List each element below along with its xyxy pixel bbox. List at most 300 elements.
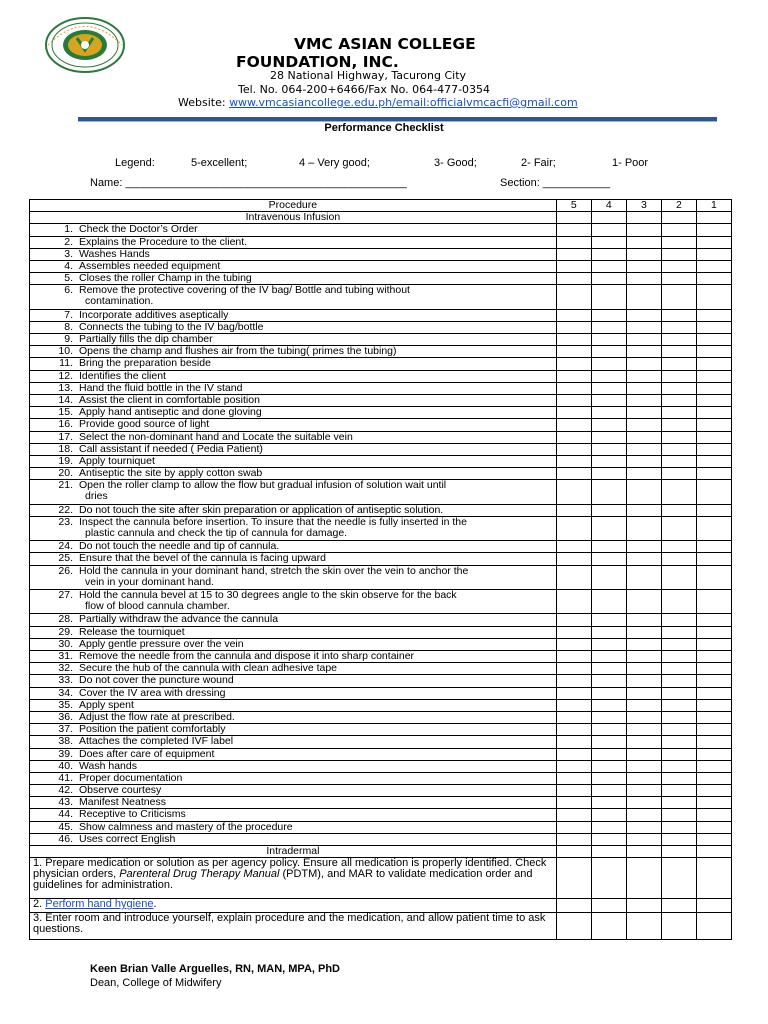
step-number: 20. xyxy=(58,467,73,480)
score-cell[interactable] xyxy=(696,797,731,809)
score-cell[interactable] xyxy=(591,913,626,940)
score-cell[interactable] xyxy=(556,431,591,443)
section-field[interactable]: Section: ___________ xyxy=(500,177,611,189)
score-cell[interactable] xyxy=(696,651,731,663)
score-cell[interactable] xyxy=(696,248,731,260)
score-cell[interactable] xyxy=(661,833,696,845)
score-cell[interactable] xyxy=(556,553,591,565)
legend-item-5: 5-excellent; xyxy=(191,157,248,169)
score-cell[interactable] xyxy=(591,334,626,346)
procedure-step xyxy=(30,772,557,784)
score-cell[interactable] xyxy=(661,590,696,614)
score-cell[interactable] xyxy=(696,382,731,394)
step-text: Remove the protective covering of the IV bag/ Bottle and tubing without xyxy=(79,284,410,297)
header-score-5: 5 xyxy=(556,200,591,212)
procedure-step xyxy=(30,455,557,467)
score-cell[interactable] xyxy=(591,699,626,711)
score-cell[interactable] xyxy=(556,833,591,845)
score-cell[interactable] xyxy=(696,724,731,736)
score-cell[interactable] xyxy=(696,334,731,346)
score-cell[interactable] xyxy=(626,638,661,650)
score-cell[interactable] xyxy=(696,395,731,407)
score-cell[interactable] xyxy=(556,899,591,913)
score-cell[interactable] xyxy=(591,248,626,260)
score-cell[interactable] xyxy=(696,590,731,614)
score-cell[interactable] xyxy=(661,675,696,687)
score-cell[interactable] xyxy=(626,224,661,236)
score-cell[interactable] xyxy=(626,541,661,553)
score-cell[interactable] xyxy=(591,711,626,723)
score-cell[interactable] xyxy=(661,785,696,797)
score-cell[interactable] xyxy=(696,699,731,711)
score-cell[interactable] xyxy=(626,553,661,565)
section-title-intravenous: Intravenous Infusion xyxy=(30,212,557,224)
score-cell[interactable] xyxy=(556,711,591,723)
score-cell[interactable] xyxy=(626,455,661,467)
score-cell[interactable] xyxy=(626,590,661,614)
score-cell[interactable] xyxy=(556,224,591,236)
score-cell[interactable] xyxy=(696,614,731,626)
score-cell[interactable] xyxy=(556,797,591,809)
table-row xyxy=(30,419,732,431)
score-cell[interactable] xyxy=(626,431,661,443)
score-cell[interactable] xyxy=(556,212,591,224)
score-cell[interactable] xyxy=(696,321,731,333)
score-cell[interactable] xyxy=(661,541,696,553)
score-cell[interactable] xyxy=(696,224,731,236)
score-cell[interactable] xyxy=(626,443,661,455)
step-text: Partially fills the dip chamber xyxy=(79,333,213,346)
procedure-step xyxy=(30,236,557,248)
score-cell[interactable] xyxy=(661,565,696,589)
score-cell[interactable] xyxy=(661,260,696,272)
score-cell[interactable] xyxy=(696,443,731,455)
score-cell[interactable] xyxy=(661,224,696,236)
score-cell[interactable] xyxy=(661,321,696,333)
score-cell[interactable] xyxy=(661,553,696,565)
score-cell[interactable] xyxy=(696,419,731,431)
score-cell[interactable] xyxy=(696,858,731,899)
score-cell[interactable] xyxy=(556,858,591,899)
step-number: 45. xyxy=(58,820,73,833)
score-cell[interactable] xyxy=(626,248,661,260)
score-cell[interactable] xyxy=(591,651,626,663)
score-cell[interactable] xyxy=(661,309,696,321)
score-cell[interactable] xyxy=(556,395,591,407)
score-cell[interactable] xyxy=(556,846,591,858)
score-cell[interactable] xyxy=(556,724,591,736)
score-cell[interactable] xyxy=(556,772,591,784)
step-number: 8. xyxy=(64,320,73,333)
score-cell[interactable] xyxy=(626,699,661,711)
score-cell[interactable] xyxy=(591,809,626,821)
section-title-intradermal: Intradermal xyxy=(30,846,557,858)
score-cell[interactable] xyxy=(626,480,661,504)
score-cell[interactable] xyxy=(696,736,731,748)
procedure-step xyxy=(30,273,557,285)
score-cell[interactable] xyxy=(661,468,696,480)
score-cell[interactable] xyxy=(591,321,626,333)
score-cell[interactable] xyxy=(591,626,626,638)
score-cell[interactable] xyxy=(591,382,626,394)
score-cell[interactable] xyxy=(556,638,591,650)
score-cell[interactable] xyxy=(556,382,591,394)
score-cell[interactable] xyxy=(626,748,661,760)
score-cell[interactable] xyxy=(661,821,696,833)
score-cell[interactable] xyxy=(626,626,661,638)
score-cell[interactable] xyxy=(591,309,626,321)
score-cell[interactable] xyxy=(591,760,626,772)
procedure-step xyxy=(30,724,557,736)
score-cell[interactable] xyxy=(626,358,661,370)
score-cell[interactable] xyxy=(696,748,731,760)
score-cell[interactable] xyxy=(591,614,626,626)
score-cell[interactable] xyxy=(696,833,731,845)
score-cell[interactable] xyxy=(556,236,591,248)
score-cell[interactable] xyxy=(556,260,591,272)
score-cell[interactable] xyxy=(626,504,661,516)
score-cell[interactable] xyxy=(661,516,696,540)
score-cell[interactable] xyxy=(591,590,626,614)
score-cell[interactable] xyxy=(696,309,731,321)
score-cell[interactable] xyxy=(556,419,591,431)
score-cell[interactable] xyxy=(626,419,661,431)
score-cell[interactable] xyxy=(626,858,661,899)
score-cell[interactable] xyxy=(556,480,591,504)
score-cell[interactable] xyxy=(661,846,696,858)
score-cell[interactable] xyxy=(626,760,661,772)
score-cell[interactable] xyxy=(696,455,731,467)
table-row xyxy=(30,443,732,455)
score-cell[interactable] xyxy=(696,785,731,797)
score-cell[interactable] xyxy=(661,797,696,809)
score-cell[interactable] xyxy=(591,480,626,504)
score-cell[interactable] xyxy=(661,480,696,504)
step-number: 21. xyxy=(58,479,73,492)
score-cell[interactable] xyxy=(661,913,696,940)
score-cell[interactable] xyxy=(696,809,731,821)
score-cell[interactable] xyxy=(661,443,696,455)
score-cell[interactable] xyxy=(556,821,591,833)
score-cell[interactable] xyxy=(626,809,661,821)
score-cell[interactable] xyxy=(661,431,696,443)
score-cell[interactable] xyxy=(696,899,731,913)
procedure-step xyxy=(30,358,557,370)
score-cell[interactable] xyxy=(661,273,696,285)
score-cell[interactable] xyxy=(696,285,731,309)
score-cell[interactable] xyxy=(626,833,661,845)
score-cell[interactable] xyxy=(661,772,696,784)
score-cell[interactable] xyxy=(591,821,626,833)
score-cell[interactable] xyxy=(696,480,731,504)
score-cell[interactable] xyxy=(591,858,626,899)
score-cell[interactable] xyxy=(556,809,591,821)
score-cell[interactable] xyxy=(626,565,661,589)
score-cell[interactable] xyxy=(591,443,626,455)
score-cell[interactable] xyxy=(696,663,731,675)
score-cell[interactable] xyxy=(556,248,591,260)
score-cell[interactable] xyxy=(696,541,731,553)
score-cell[interactable] xyxy=(591,638,626,650)
score-cell[interactable] xyxy=(591,285,626,309)
score-cell[interactable] xyxy=(661,760,696,772)
score-cell[interactable] xyxy=(696,212,731,224)
score-cell[interactable] xyxy=(591,772,626,784)
score-cell[interactable] xyxy=(696,846,731,858)
score-cell[interactable] xyxy=(591,273,626,285)
org-address: 28 National Highway, Tacurong City xyxy=(270,69,467,82)
score-cell[interactable] xyxy=(661,370,696,382)
score-cell[interactable] xyxy=(626,651,661,663)
score-cell[interactable] xyxy=(591,724,626,736)
score-cell[interactable] xyxy=(626,346,661,358)
table-row xyxy=(30,699,732,711)
website-link[interactable]: www.vmcasiancollege.edu.ph/email:officialvmcacfi@gmail.com xyxy=(229,96,578,109)
step-number: 13. xyxy=(58,381,73,394)
score-cell[interactable] xyxy=(591,468,626,480)
score-cell[interactable] xyxy=(661,346,696,358)
score-cell[interactable] xyxy=(696,553,731,565)
score-cell[interactable] xyxy=(556,913,591,940)
procedure-step xyxy=(30,382,557,394)
score-cell[interactable] xyxy=(661,711,696,723)
score-cell[interactable] xyxy=(661,382,696,394)
score-cell[interactable] xyxy=(661,748,696,760)
score-cell[interactable] xyxy=(556,334,591,346)
score-cell[interactable] xyxy=(556,321,591,333)
score-cell[interactable] xyxy=(556,614,591,626)
score-cell[interactable] xyxy=(591,346,626,358)
score-cell[interactable] xyxy=(696,346,731,358)
score-cell[interactable] xyxy=(626,260,661,272)
procedure-step xyxy=(30,687,557,699)
score-cell[interactable] xyxy=(696,711,731,723)
score-cell[interactable] xyxy=(696,273,731,285)
step-number: 30. xyxy=(58,637,73,650)
score-cell[interactable] xyxy=(556,443,591,455)
score-cell[interactable] xyxy=(661,638,696,650)
score-cell[interactable] xyxy=(556,651,591,663)
score-cell[interactable] xyxy=(626,285,661,309)
score-cell[interactable] xyxy=(626,309,661,321)
score-cell[interactable] xyxy=(696,516,731,540)
score-cell[interactable] xyxy=(626,516,661,540)
score-cell[interactable] xyxy=(626,212,661,224)
score-cell[interactable] xyxy=(591,663,626,675)
score-cell[interactable] xyxy=(556,626,591,638)
table-row xyxy=(30,565,732,589)
score-cell[interactable] xyxy=(626,846,661,858)
score-cell[interactable] xyxy=(591,797,626,809)
score-cell[interactable] xyxy=(591,899,626,913)
step-text: Wash hands xyxy=(79,759,137,772)
score-cell[interactable] xyxy=(591,260,626,272)
score-cell[interactable] xyxy=(556,748,591,760)
score-cell[interactable] xyxy=(556,516,591,540)
score-cell[interactable] xyxy=(591,748,626,760)
score-cell[interactable] xyxy=(661,899,696,913)
score-cell[interactable] xyxy=(591,687,626,699)
score-cell[interactable] xyxy=(626,913,661,940)
score-cell[interactable] xyxy=(661,248,696,260)
score-cell[interactable] xyxy=(696,687,731,699)
score-cell[interactable] xyxy=(626,370,661,382)
score-cell[interactable] xyxy=(591,565,626,589)
score-cell[interactable] xyxy=(696,407,731,419)
score-cell[interactable] xyxy=(591,516,626,540)
score-cell[interactable] xyxy=(591,358,626,370)
score-cell[interactable] xyxy=(696,913,731,940)
signatory-title: Dean, College of Midwifery xyxy=(90,977,222,989)
score-cell[interactable] xyxy=(626,236,661,248)
score-cell[interactable] xyxy=(661,663,696,675)
step-text: Observe courtesy xyxy=(79,784,162,797)
score-cell[interactable] xyxy=(626,614,661,626)
score-cell[interactable] xyxy=(556,565,591,589)
score-cell[interactable] xyxy=(661,358,696,370)
score-cell[interactable] xyxy=(661,236,696,248)
score-cell[interactable] xyxy=(661,736,696,748)
score-cell[interactable] xyxy=(556,468,591,480)
score-cell[interactable] xyxy=(591,785,626,797)
score-cell[interactable] xyxy=(626,321,661,333)
procedure-step xyxy=(30,675,557,687)
score-cell[interactable] xyxy=(626,687,661,699)
score-cell[interactable] xyxy=(556,370,591,382)
score-cell[interactable] xyxy=(591,455,626,467)
score-cell[interactable] xyxy=(661,651,696,663)
step-number: 2. xyxy=(33,898,46,911)
score-cell[interactable] xyxy=(626,273,661,285)
step-number: 6. xyxy=(64,284,73,297)
score-cell[interactable] xyxy=(661,455,696,467)
score-cell[interactable] xyxy=(591,212,626,224)
score-cell[interactable] xyxy=(626,724,661,736)
score-cell[interactable] xyxy=(696,236,731,248)
score-cell[interactable] xyxy=(626,797,661,809)
score-cell[interactable] xyxy=(696,370,731,382)
score-cell[interactable] xyxy=(556,760,591,772)
score-cell[interactable] xyxy=(626,772,661,784)
score-cell[interactable] xyxy=(591,504,626,516)
score-cell[interactable] xyxy=(661,285,696,309)
score-cell[interactable] xyxy=(556,346,591,358)
score-cell[interactable] xyxy=(626,382,661,394)
score-cell[interactable] xyxy=(661,395,696,407)
score-cell[interactable] xyxy=(661,504,696,516)
score-cell[interactable] xyxy=(591,224,626,236)
score-cell[interactable] xyxy=(696,821,731,833)
score-cell[interactable] xyxy=(626,736,661,748)
score-cell[interactable] xyxy=(556,285,591,309)
score-cell[interactable] xyxy=(591,419,626,431)
score-cell[interactable] xyxy=(696,760,731,772)
score-cell[interactable] xyxy=(556,590,591,614)
score-cell[interactable] xyxy=(696,772,731,784)
score-cell[interactable] xyxy=(556,699,591,711)
score-cell[interactable] xyxy=(696,504,731,516)
score-cell[interactable] xyxy=(626,663,661,675)
score-cell[interactable] xyxy=(591,675,626,687)
score-cell[interactable] xyxy=(696,626,731,638)
procedure-step xyxy=(30,736,557,748)
score-cell[interactable] xyxy=(661,334,696,346)
table-row xyxy=(30,590,732,614)
score-cell[interactable] xyxy=(556,455,591,467)
score-cell[interactable] xyxy=(696,675,731,687)
score-cell[interactable] xyxy=(626,711,661,723)
score-cell[interactable] xyxy=(556,675,591,687)
score-cell[interactable] xyxy=(626,821,661,833)
score-cell[interactable] xyxy=(591,370,626,382)
score-cell[interactable] xyxy=(556,785,591,797)
score-cell[interactable] xyxy=(661,626,696,638)
score-cell[interactable] xyxy=(661,724,696,736)
score-cell[interactable] xyxy=(661,809,696,821)
table-row xyxy=(30,809,732,821)
score-cell[interactable] xyxy=(626,407,661,419)
step-text: Opens the champ and flushes air from the tubing( primes the tubing) xyxy=(79,345,397,358)
score-cell[interactable] xyxy=(591,833,626,845)
score-cell[interactable] xyxy=(661,699,696,711)
procedure-step xyxy=(30,346,557,358)
score-cell[interactable] xyxy=(696,565,731,589)
name-field[interactable]: Name: ______________________________________________ xyxy=(90,177,407,189)
score-cell[interactable] xyxy=(696,260,731,272)
score-cell[interactable] xyxy=(591,431,626,443)
score-cell[interactable] xyxy=(661,212,696,224)
score-cell[interactable] xyxy=(556,541,591,553)
step-text: Do not touch the site after skin preparation or application of antiseptic solution. xyxy=(79,503,444,516)
score-cell[interactable] xyxy=(626,468,661,480)
score-cell[interactable] xyxy=(661,419,696,431)
score-cell[interactable] xyxy=(556,504,591,516)
score-cell[interactable] xyxy=(591,236,626,248)
score-cell[interactable] xyxy=(556,736,591,748)
score-cell[interactable] xyxy=(591,553,626,565)
score-cell[interactable] xyxy=(661,614,696,626)
hand-hygiene-link[interactable]: Perform hand hygiene xyxy=(45,898,154,911)
procedure-step xyxy=(30,516,557,540)
score-cell[interactable] xyxy=(696,468,731,480)
score-cell[interactable] xyxy=(556,407,591,419)
step-text: Connects the tubing to the IV bag/bottle xyxy=(79,320,264,333)
score-cell[interactable] xyxy=(626,334,661,346)
score-cell[interactable] xyxy=(556,309,591,321)
score-cell[interactable] xyxy=(591,541,626,553)
score-cell[interactable] xyxy=(556,273,591,285)
score-cell[interactable] xyxy=(696,638,731,650)
score-cell[interactable] xyxy=(696,431,731,443)
score-cell[interactable] xyxy=(591,846,626,858)
step-text: Apply gentle pressure over the vein xyxy=(79,637,244,650)
score-cell[interactable] xyxy=(626,899,661,913)
score-cell[interactable] xyxy=(591,395,626,407)
score-cell[interactable] xyxy=(661,407,696,419)
score-cell[interactable] xyxy=(626,675,661,687)
score-cell[interactable] xyxy=(591,407,626,419)
score-cell[interactable] xyxy=(696,358,731,370)
procedure-step xyxy=(30,224,557,236)
score-cell[interactable] xyxy=(626,785,661,797)
score-cell[interactable] xyxy=(661,687,696,699)
score-cell[interactable] xyxy=(661,858,696,899)
score-cell[interactable] xyxy=(626,395,661,407)
score-cell[interactable] xyxy=(556,663,591,675)
score-cell[interactable] xyxy=(591,736,626,748)
score-cell[interactable] xyxy=(556,687,591,699)
score-cell[interactable] xyxy=(556,358,591,370)
